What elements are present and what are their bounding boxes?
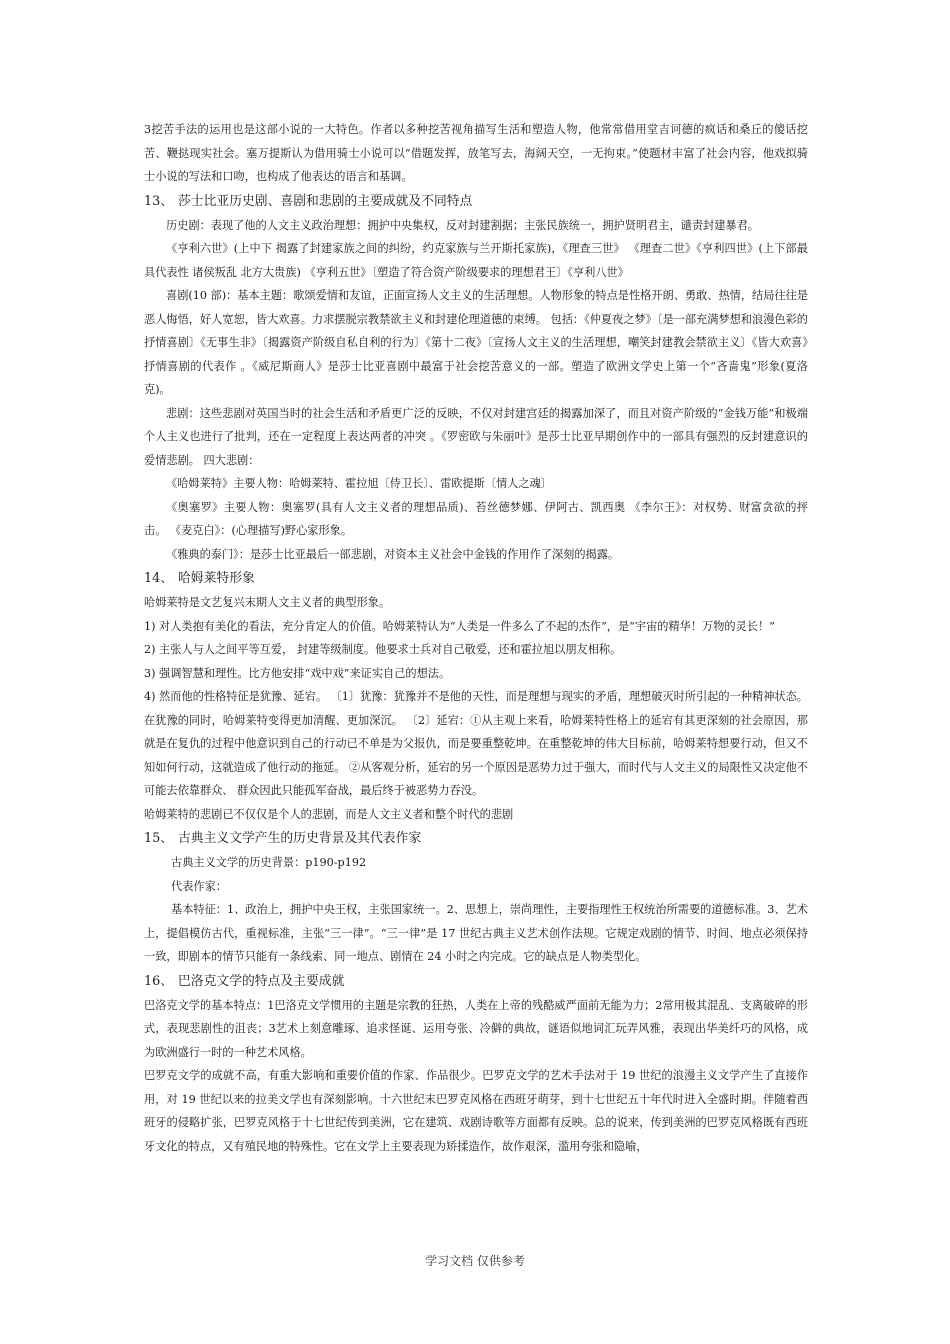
list-item: 4) 然而他的性格特征是犹豫、延宕。 〔1〕犹豫：犹豫并不是他的天性，而是理想与现实的矛盾，理想破灭时所引起的一种精神状态。在犹豫的同时，哈姆莱特变得更加清醒、更加深沉。 〔2〕延宕：①从主观上来看，哈姆莱特性格上的延宕有其更深刻的社会原因，那就是在复仇的过程中他意识到自己的行动已不单是为父报仇，而是要重整乾坤。在重整乾坤的伟大目标前，哈姆莱特想要行动，但又不知如何行动，这就造成了他行动的拖延。 ②从客观分析，延宕的另一个原因是恶势力过于强大，而时代与人文主义的局限性又决定他不可能去依靠群众、 群众因此只能孤军奋战，最后终于被恶势力吞没。 [144,690,808,797]
section-title: 古典主义文学产生的历史背景及其代表作家 [178,831,422,846]
paragraph: 巴罗克文学的成就不高，有重大影响和重要价值的作家、作品很少。巴罗克文学的艺术手法对于 19 世纪的浪漫主义文学产生了直接作用，对 19 世纪以来的拉美文学也有深刻影响。十六世纪末巴罗克风格在西班牙萌芽，到十七世纪五十年代时进入全盛时期。伴随着西班牙的侵略扩张，巴罗克风格于十七世纪传到美洲，它在建筑、戏剧诗歌等方面都有反映。总的说来，传到美洲的巴罗克风格既有西班牙文化的特点，又有殖民地的特殊性。它在文学上主要表现为矫揉造作，故作艰深，滥用夸张和隐喻， [144,1069,808,1153]
paragraph: 代表作家： [171,879,227,893]
paragraph: 古典主义文学的历史背景：p190-p192 [171,856,367,869]
section-number: 14、 [144,571,174,586]
section-title: 哈姆莱特形象 [178,571,255,586]
paragraph: 《亨利六世》(上中下 揭露了封建家族之间的纠纷，约克家族与兰开斯托家族)，《理查三世》 《理查二世》《亨利四世》(上下部最具代表性 诸侯叛乱 北方大贵族) 《亨利五世》〔塑造了符合资产阶级要求的理想君王〕《亨利八世》 [144,242,808,279]
list-item: 3) 强调智慧和理性。比方他安排“戏中戏”来证实自己的想法。 [144,666,451,680]
paragraph: 《哈姆莱特》主要人物：哈姆莱特、霍拉旭〔侍卫长〕、雷欧提斯〔情人之魂〕 [166,477,552,490]
paragraph: 基本特征：1、政治上，拥护中央王权，主张国家统一。2、思想上，崇尚理性，主要指理性王权统治所需要的道德标准。3、艺术上，提倡模仿古代，重视标准，主张“三一律”。“三一律”是 17 世纪古典主义艺术创作法规。它规定戏剧的情节、时间、地点必须保持一致，即剧本的情节只能有一条线索、同一地点、剧情在 24 小时之内完成。它的缺点是人物类型化。 [144,903,808,963]
paragraph: 巴洛克文学的基本特点：1巴洛克文学惯用的主题是宗教的狂热，人类在上帝的残酷威严面前无能为力；2常用极其混乱、支离破碎的形式，表现悲剧性的沮丧；3艺术上刻意雕琢、追求怪诞、运用夸张、冷僻的典故，谜语似地词汇玩弄风雅，表现出华美纤巧的风格，成为欧洲盛行一时的一种艺术风格。 [144,998,808,1059]
section-heading-15 [144,826,808,851]
section-number: 13、 [144,193,174,209]
section-title: 巴洛克文学的特点及主要成就 [178,973,345,989]
paragraph: 喜剧(10 部)：基本主题：歌颂爱情和友谊，正面宣扬人文主义的生活理想。人物形象的特点是性格开朗、勇敢、热情，结局往往是恶人悔悟，好人宽恕，皆大欢喜。力求摆脱宗教禁欲主义和封建伦理道德的束缚。 包括：《仲夏夜之梦》〔是一部充满梦想和浪漫色彩的抒情喜剧〕《无事生非》〔揭露资产阶级自私自利的行为〕《第十二夜》〔宣扬人文主义的生活理想，嘲笑封建教会禁欲主义〕《皆大欢喜》抒情喜剧的代表作 。《威尼斯商人》是莎士比亚喜剧中最富于社会挖苦意义的一部。塑造了欧洲文学史上第一个“吝啬鬼”形象(夏洛克)。 [144,289,808,396]
section-heading-13 [144,189,808,214]
section-number: 16、 [144,973,174,989]
paragraph: 悲剧：这些悲剧对英国当时的社会生活和矛盾更广泛的反映，不仅对封建宫廷的揭露加深了，而且对资产阶级的“金钱万能”和极端个人主义也进行了批判，还在一定程度上表达两者的冲突 。《罗密欧与朱丽叶》是莎士比亚早期创作中的一部具有强烈的反封建意识的爱情悲剧。 四大悲剧： [144,406,808,467]
paragraph: 《雅典的泰门》：是莎士比亚最后一部悲剧，对资本主义社会中金钱的作用作了深刻的揭露。 [166,547,620,561]
paragraph: 《奥塞罗》主要人物：奥塞罗(具有人文主义者的理想品质)、苔丝德梦娜、伊阿古、凯西奥 《李尔王》：对权势、财富贪欲的抨击。 《麦克白》：(心理描写)野心家形象。 [144,500,808,537]
list-item: 2) 主张人与人之间平等互爱， 封建等级制度。他要求士兵对自己敬爱，还和霍拉旭以朋友相称。 [144,643,622,656]
section-heading-14 [144,566,808,591]
section-number: 15、 [144,831,174,846]
section-title: 莎士比亚历史剧、喜剧和悲剧的主要成就及不同特点 [178,193,473,209]
list-item: 1) 对人类抱有美化的看法，充分肯定人的价值。哈姆莱特认为“人类是一件多么了不起的杰作”，是“宇宙的精华！万物的灵长！” [144,619,775,633]
paragraph: 3挖苦手法的运用也是这部小说的一大特色。作者以多种挖苦视角描写生活和塑造人物，他常常借用堂吉诃德的疯话和桑丘的傻话挖苦、鞭挞现实社会。塞万提斯认为借用骑士小说可以“借题发挥，放笔写去，海阔天空，一无拘束。”使题材丰富了社会内容，他戏拟骑士小说的写法和口吻，也构成了他表达的语言和基调。 [144,123,808,183]
document-body [144,118,808,1158]
paragraph: 历史剧：表现了他的人文主义政治理想：拥护中央集权，反对封建割据；主张民族统一，拥护贤明君主，谴责封建暴君。 [166,218,759,232]
section-heading-16 [144,969,808,994]
paragraph: 哈姆莱特是文艺复兴末期人文主义者的典型形象。 [144,596,391,609]
page-footer: 学习文档 仅供参考 [425,1254,525,1268]
paragraph: 哈姆莱特的悲剧已不仅仅是个人的悲剧，而是人文主义者和整个时代的悲剧 [144,807,514,821]
